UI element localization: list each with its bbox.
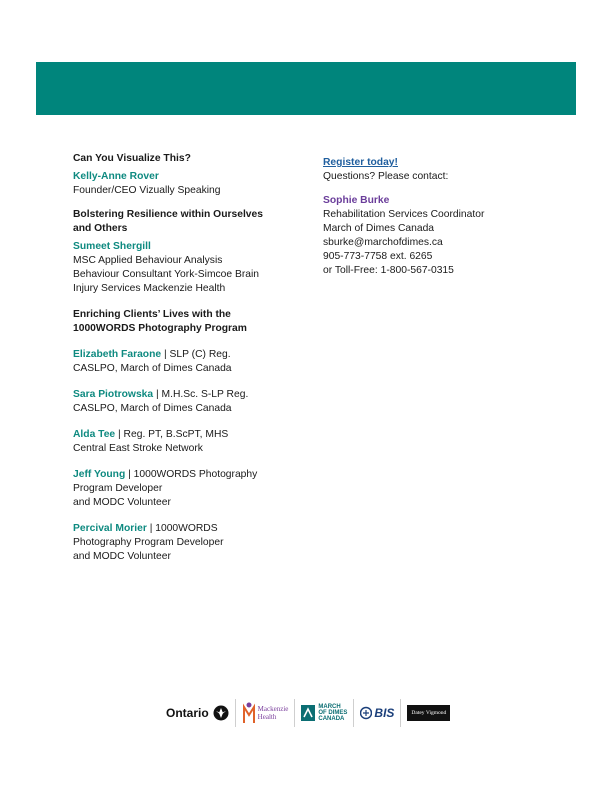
speaker-entry	[73, 348, 313, 376]
speaker-role: Founder/CEO Vizually Speaking	[73, 185, 221, 196]
register-link[interactable]: Register today!	[323, 157, 398, 168]
questions-text: Questions? Please contact:	[323, 171, 449, 182]
speaker-credentials: | 1000WORDS	[146, 523, 218, 534]
ontario-wordmark: Ontario	[166, 706, 209, 720]
bis-mark-icon	[360, 706, 372, 720]
speaker-affiliation: CASLPO, March of Dimes Canada	[73, 403, 232, 414]
speaker-name: Sumeet Shergill	[73, 241, 151, 252]
contact-name: Sophie Burke	[323, 195, 390, 206]
speaker-entry	[73, 468, 313, 510]
session-title: 1000WORDS Photography Program	[73, 323, 247, 334]
march-of-dimes-wordmark: CANADA	[318, 716, 345, 722]
speaker-affiliation: and MODC Volunteer	[73, 551, 171, 562]
speaker-name: Percival Morier	[73, 523, 147, 534]
march-of-dimes-mark-icon	[301, 705, 315, 721]
speaker-entry	[73, 522, 313, 564]
session-title: Bolstering Resilience within Ourselves	[73, 209, 263, 220]
sponsor-logos	[160, 698, 456, 728]
speaker-affiliation: Program Developer	[73, 483, 163, 494]
ontario-logo	[160, 699, 235, 727]
speaker-role: MSC Applied Behaviour Analysis	[73, 255, 223, 266]
speaker-credentials: | Reg. PT, B.ScPT, MHS	[115, 429, 229, 440]
speakers-column	[73, 152, 313, 564]
contact-tollfree: or Toll-Free: 1-800-567-0315	[323, 265, 454, 276]
mackenzie-health-logo	[235, 699, 295, 727]
speaker-name: Kelly-Anne Rover	[73, 171, 159, 182]
header-banner	[36, 62, 576, 115]
speaker-credentials: | M.H.Sc. S-LP Reg.	[153, 389, 249, 400]
trillium-icon	[213, 705, 229, 721]
speaker-name: Jeff Young	[73, 469, 126, 480]
mackenzie-wordmark: Mackenzie	[257, 705, 289, 713]
bis-logo	[353, 699, 400, 727]
speaker-credentials: | SLP (C) Reg.	[161, 349, 231, 360]
bis-wordmark: BIS	[374, 706, 395, 720]
speaker-name: Sara Piotrowska	[73, 389, 154, 400]
session-title: Can You Visualize This?	[73, 153, 191, 164]
speaker-affiliation: CASLPO, March of Dimes Canada	[73, 363, 232, 374]
speaker-affiliation: Central East Stroke Network	[73, 443, 203, 454]
contact-title: Rehabilitation Services Coordinator	[323, 209, 485, 220]
contact-column	[323, 152, 553, 278]
march-of-dimes-logo	[294, 699, 353, 727]
session-title: Enriching Clients’ Lives with the	[73, 309, 231, 320]
speaker-entry	[73, 428, 313, 456]
datey-vigmond-wordmark: Datey Vigmond	[411, 710, 447, 716]
contact-phone: 905-773-7758 ext. 6265	[323, 251, 433, 262]
speaker-affiliation: Photography Program Developer	[73, 537, 224, 548]
speaker-role: Behaviour Consultant York-Simcoe Brain	[73, 269, 260, 280]
mackenzie-wordmark: Health	[257, 713, 277, 721]
mackenzie-mark-icon	[242, 701, 256, 725]
datey-vigmond-logo	[400, 699, 456, 727]
speaker-affiliation: and MODC Volunteer	[73, 497, 171, 508]
speaker-entry	[73, 388, 313, 416]
speaker-name: Elizabeth Faraone	[73, 349, 162, 360]
speaker-name: Alda Tee	[73, 429, 116, 440]
speaker-role: Injury Services Mackenzie Health	[73, 283, 226, 294]
march-of-dimes-wordmark: MARCH	[318, 704, 341, 710]
session-title: and Others	[73, 223, 128, 234]
march-of-dimes-wordmark: OF DIMES	[318, 710, 348, 716]
speaker-credentials: | 1000WORDS Photography	[125, 469, 258, 480]
contact-email[interactable]: sburke@marchofdimes.ca	[323, 237, 443, 248]
contact-org: March of Dimes Canada	[323, 223, 435, 234]
